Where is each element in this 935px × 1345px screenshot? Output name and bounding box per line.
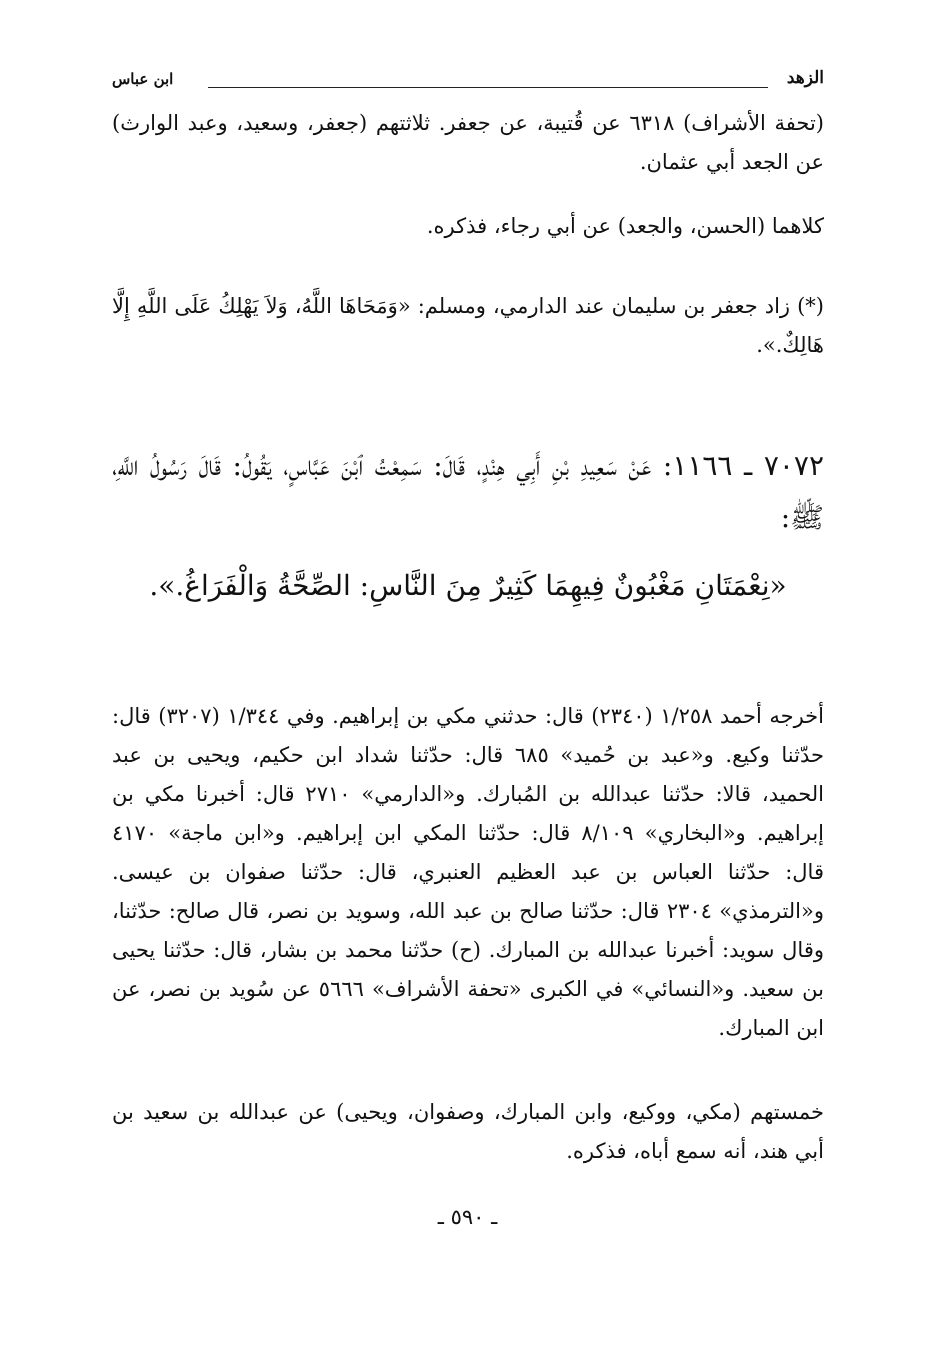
hadith-matn: «نِعْمَتَانِ مَغْبُونٌ فِيهِمَا كَثِيرٌ مِنَ النَّاسِ: الصِّحَّةُ وَالْفَرَاغُ.». xyxy=(149,569,787,602)
narrator-title: ابن عباس xyxy=(112,70,174,88)
hadith-isnad: ٧٠٧٢ ـ ١١٦٦: عَنْ سَعِيدِ بْنِ أَبِي هِنْدٍ، قَالَ: سَمِعْتُ ٱبْنَ عَبَّاسٍ، يَقُولُ: قَالَ رَسُولُ اللَّهِ، ﷺ: xyxy=(112,449,824,534)
running-head xyxy=(112,68,824,98)
page-number: ـ ٥٩٠ ـ xyxy=(437,1205,498,1229)
takhrij-summary: خمستهم (مكي، ووكيع، وابن المبارك، وصفوان، ويحيى) عن عبدالله بن سعيد بن أبي هند، أنه سمع أباه، فذكره. xyxy=(112,1100,824,1163)
chapter-title: الزهد xyxy=(786,68,824,88)
header-rule xyxy=(208,87,768,88)
previous-takhrij-text: (تحفة الأشراف) ٦٣١٨ عن قُتيبة، عن جعفر. ثلاثتهم (جعفر، وسعيد، وعبد الوارث) عن الجعد أبي عثمان. xyxy=(112,111,824,174)
takhrij-paragraph: أخرجه أحمد ١/٢٥٨ (٢٣٤٠) قال: حدثني مكي بن إبراهيم. وفي ١/٣٤٤ (٣٢٠٧) قال: حدّثنا وكيع. و«عبد بن حُميد» ٦٨٥ قال: حدّثنا شداد ابن حكيم، ويحيى بن عبد الحميد، قالا: حدّثنا عبدالله بن المُبارك. و«الدارمي» ٢٧١٠ قال: أخبرنا مكي بن إبراهيم. و«البخاري» ٨/١٠٩ قال: حدّثنا المكي ابن إبراهيم. و«ابن ماجة» ٤١٧٠ قال: حدّثنا العباس بن عبد العظيم العنبري، قال: حدّثنا صفوان بن عيسى. و«الترمذي» ٢٣٠٤ قال: حدّثنا صالح بن عبد الله، وسويد بن نصر، قال صالح: حدّثنا، وقال سويد: أخبرنا عبدالله بن المبارك. (ح) حدّثنا محمد بن بشار، قال: حدّثنا يحيى بن سعيد. و«النسائي» في الكبرى «تحفة الأشراف» ٥٦٦٦ عن سُويد بن نصر، عن ابن المبارك. xyxy=(112,704,824,1040)
previous-summary-text: كلاهما (الحسن، والجعد) عن أبي رجاء، فذكره. xyxy=(426,214,824,238)
footnote-addition: (*) زاد جعفر بن سليمان عند الدارمي، ومسلم: «وَمَحَاهَا اللَّهُ، وَلاَ يَهْلِكُ عَلَى اللَّهِ إِلَّا هَالِكٌ.». xyxy=(112,294,824,357)
